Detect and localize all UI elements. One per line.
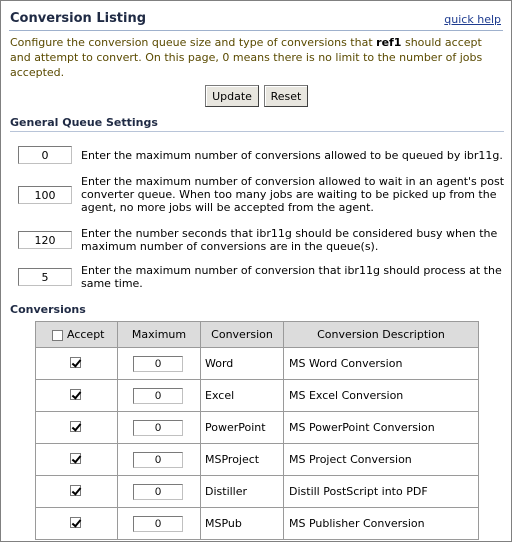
page-header	[9, 11, 503, 31]
reset-button[interactable]: Reset	[264, 85, 308, 107]
conversions-heading: Conversions	[10, 303, 86, 316]
conversion-name: MSProject	[201, 444, 284, 476]
general-queue-heading: General Queue Settings	[10, 116, 504, 132]
conversion-description: Distill PostScript into PDF	[284, 476, 479, 508]
column-header-accept	[36, 322, 118, 348]
busy-seconds-label: Enter the number seconds that ibr11g should be considered busy when the maximum number of conversions are in the queue(s).	[81, 227, 498, 253]
maximum-input[interactable]	[133, 516, 183, 532]
conversion-name: PowerPoint	[201, 412, 284, 444]
description-text-cont: should accept and attempt to convert. On this page, 0 means there is no limit to the number of jobs accepted.	[10, 36, 483, 79]
conversion-description: MS Publisher Conversion	[284, 508, 479, 540]
accept-all-checkbox[interactable]	[52, 330, 63, 341]
column-header-maximum: Maximum	[118, 322, 201, 348]
table-row	[36, 412, 479, 444]
accept-checkbox[interactable]	[70, 421, 81, 432]
maximum-cell	[118, 444, 201, 476]
accept-checkbox[interactable]	[70, 517, 81, 528]
table-header-row	[36, 322, 479, 348]
maximum-cell	[118, 348, 201, 380]
maximum-cell	[118, 508, 201, 540]
conversions-table-body	[36, 348, 479, 540]
maximum-input[interactable]	[133, 388, 183, 404]
maximum-input[interactable]	[133, 420, 183, 436]
accept-cell	[36, 508, 118, 540]
maximum-input[interactable]	[133, 484, 183, 500]
conversion-name: Word	[201, 348, 284, 380]
maximum-cell	[118, 380, 201, 412]
table-row	[36, 476, 479, 508]
conversion-description: MS Project Conversion	[284, 444, 479, 476]
quick-help-link[interactable]: quick help	[444, 13, 501, 26]
table-row	[36, 444, 479, 476]
column-header-description: Conversion Description	[284, 322, 479, 348]
conversion-description: MS Word Conversion	[284, 348, 479, 380]
maximum-input[interactable]	[133, 452, 183, 468]
page-title: Conversion Listing	[10, 11, 147, 26]
column-header-conversion: Conversion	[201, 322, 284, 348]
conversion-description: MS Excel Conversion	[284, 380, 479, 412]
update-button[interactable]: Update	[205, 85, 259, 107]
conversion-name: Distiller	[201, 476, 284, 508]
accept-checkbox[interactable]	[70, 389, 81, 400]
accept-checkbox[interactable]	[70, 485, 81, 496]
max-queued-input[interactable]	[18, 146, 72, 164]
accept-checkbox[interactable]	[70, 357, 81, 368]
accept-cell	[36, 412, 118, 444]
accept-header-label: Accept	[67, 328, 105, 341]
accept-cell	[36, 380, 118, 412]
table-row	[36, 348, 479, 380]
conversions-table	[35, 321, 479, 540]
max-concurrent-input[interactable]	[18, 268, 72, 286]
table-row	[36, 380, 479, 412]
maximum-input[interactable]	[133, 356, 183, 372]
conversion-name: MSPub	[201, 508, 284, 540]
description-text: Configure the conversion queue size and type of conversions that	[10, 36, 377, 49]
conversion-description: MS PowerPoint Conversion	[284, 412, 479, 444]
max-queued-label: Enter the maximum number of conversions allowed to be queued by ibr11g.	[81, 149, 503, 162]
server-name: ref1	[376, 36, 402, 49]
accept-cell	[36, 476, 118, 508]
maximum-cell	[118, 476, 201, 508]
conversion-name: Excel	[201, 380, 284, 412]
accept-checkbox[interactable]	[70, 453, 81, 464]
busy-seconds-input[interactable]	[18, 231, 72, 249]
accept-cell	[36, 444, 118, 476]
accept-cell	[36, 348, 118, 380]
max-concurrent-label: Enter the maximum number of conversion that ibr11g should process at the same time.	[81, 264, 502, 290]
max-post-converter-input[interactable]	[18, 186, 72, 204]
page-description	[10, 35, 504, 80]
max-post-converter-label: Enter the maximum number of conversion allowed to wait in an agent's post converter queue. When too many jobs are waiting to be picked up from the agent, no more jobs will be accepted from the agent.	[81, 175, 505, 214]
maximum-cell	[118, 412, 201, 444]
table-row	[36, 508, 479, 540]
